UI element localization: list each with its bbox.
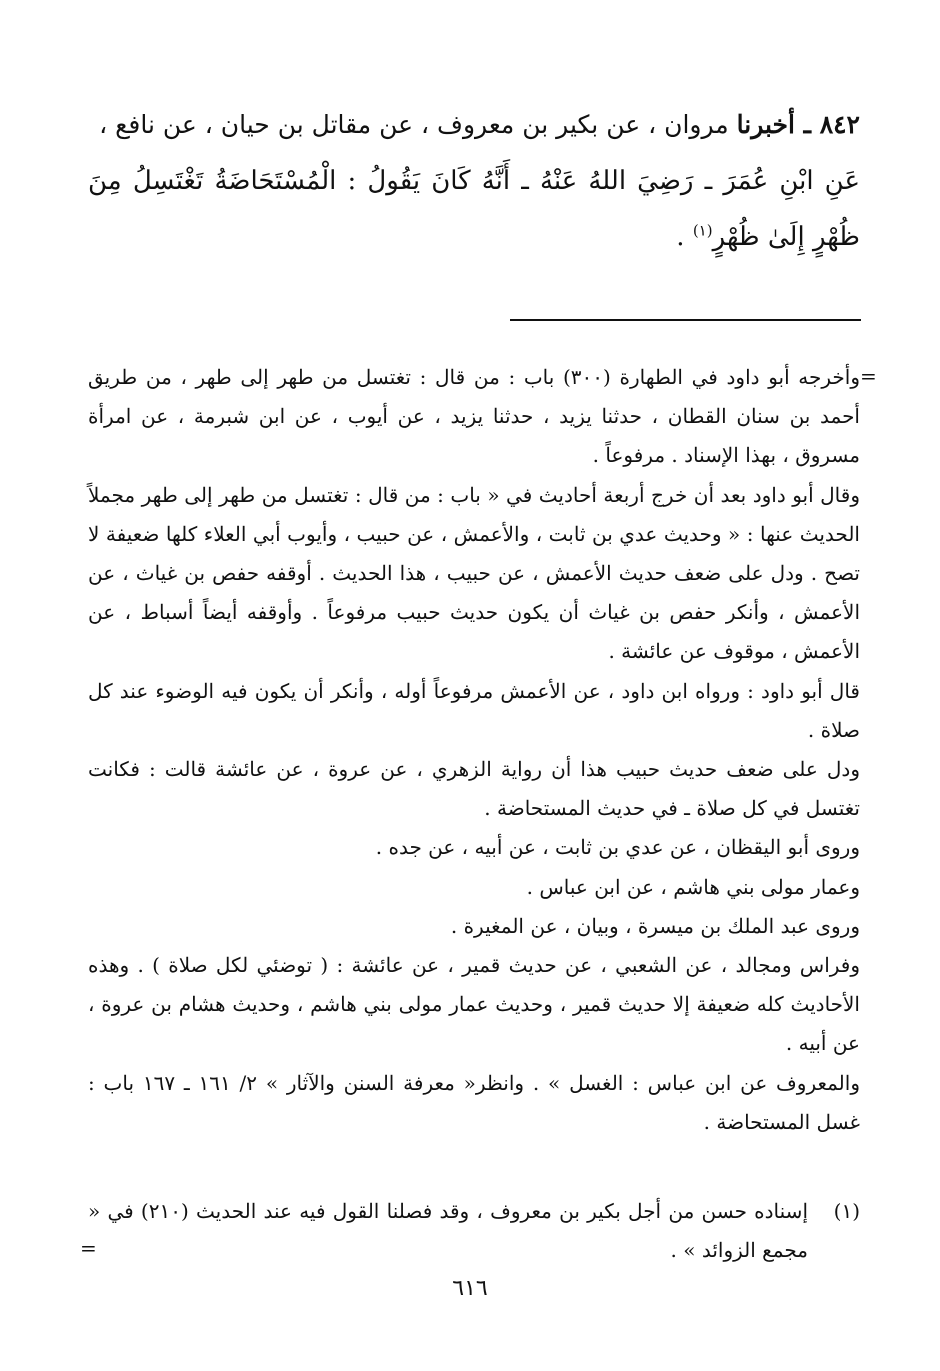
continuation-mark-bottom: = bbox=[80, 1236, 97, 1260]
footnote-divider bbox=[510, 319, 861, 321]
footnote-number: (١) bbox=[833, 1199, 860, 1223]
note-paragraph: وروى عبد الملك بن ميسرة ، وبيان ، عن المغيرة . bbox=[450, 913, 860, 938]
continuation-mark-top: = bbox=[860, 364, 877, 388]
hadith-matn bbox=[88, 153, 860, 265]
page-number: ٦١٦ bbox=[452, 1276, 488, 1301]
note-paragraph: والمعروف عن ابن عباس : الغسل » . وانظر« معرفة السنن والآثار » ٢/ ١٦١ ـ ١٦٧ باب : غسل المستحاضة . bbox=[88, 1070, 860, 1134]
hadith-number: ٨٤٢ bbox=[819, 110, 860, 139]
hadith-block bbox=[88, 96, 860, 265]
hadith-isnad bbox=[88, 96, 860, 153]
footnote-text: إسناده حسن من أجل بكير بن معروف ، وقد فصلنا القول فيه عند الحديث (٢١٠) في « مجمع الزوائد » . bbox=[88, 1199, 808, 1263]
footnote-ref: (١) bbox=[692, 221, 713, 240]
matn-text: عَنِ ابْنِ عُمَرَ ـ رَضِيَ اللهُ عَنْهُ ـ أَنَّهُ كَانَ يَقُولُ : الْمُسْتَحَاضَةُ تَغْتَسِلُ مِنَ ظُهْرٍ إِلَىٰ ظُهْرٍ bbox=[88, 166, 860, 252]
footnote bbox=[88, 1192, 860, 1270]
note-paragraph: وأخرجه أبو داود في الطهارة (٣٠٠) باب : من قال : تغتسل من طهر إلى طهر ، من طريق أحمد بن سنان القطان ، حدثنا يزيد ، حدثنا يزيد ، عن أيوب ، عن ابن شبرمة ، عن امرأة مسروق ، بهذا الإسناد . مرفوعاً . bbox=[88, 365, 861, 468]
note-paragraph: قال أبو داود : ورواه ابن داود ، عن الأعمش مرفوعاً أوله ، وأنكر أن يكون فيه الوضوء عند كل صلاة . bbox=[88, 678, 860, 742]
note-paragraph: وفراس ومجالد ، عن الشعبي ، عن حديث قمير ، عن عائشة : ( توضئي لكل صلاة ) . وهذه الأحاديث كله ضعيفة إلا حديث قمير ، وحديث عمار مولى بني هاشم ، وحديث هشام بن عروة ، عن أبيه . bbox=[88, 953, 861, 1056]
note-paragraph: وروى أبو اليقظان ، عن عدي بن ثابت ، عن أبيه ، عن جده . bbox=[375, 835, 860, 860]
note-paragraph: وعمار مولى بني هاشم ، عن ابن عباس . bbox=[526, 874, 860, 899]
isnad-text: مروان ، عن بكير بن معروف ، عن مقاتل بن حيان ، عن نافع ، bbox=[99, 110, 737, 139]
hadith-number-separator: ـ bbox=[794, 110, 820, 139]
note-paragraph: وقال أبو داود بعد أن خرج أربعة أحاديث في « باب : من قال : تغتسل من طهر إلى طهر مجملاً الحديث عنها : « وحديث عدي بن ثابت ، والأعمش ، عن حبيب ، وأيوب أبي العلاء كلها ضعيفة لا تصح . ودل على ضعف حديث الأعمش ، عن حبيب ، هذا الحديث . أوقفه حفص بن غياث ، عن الأعمش ، وأنكر حفص بن غياث أن يكون حديث حبيب مرفوعاً . وأوقفه أيضاً أسباط ، عن الأعمش ، موقوف عن عائشة . bbox=[88, 482, 860, 664]
matn-end: . bbox=[676, 222, 693, 252]
isnad-lead-word: أخبرنا bbox=[736, 110, 795, 139]
continued-notes bbox=[88, 358, 860, 1142]
note-paragraph: ودل على ضعف حديث حبيب هذا أن رواية الزهري ، عن عروة ، عن عائشة قالت : فكانت تغتسل في كل صلاة ـ في حديث المستحاضة . bbox=[88, 757, 860, 821]
